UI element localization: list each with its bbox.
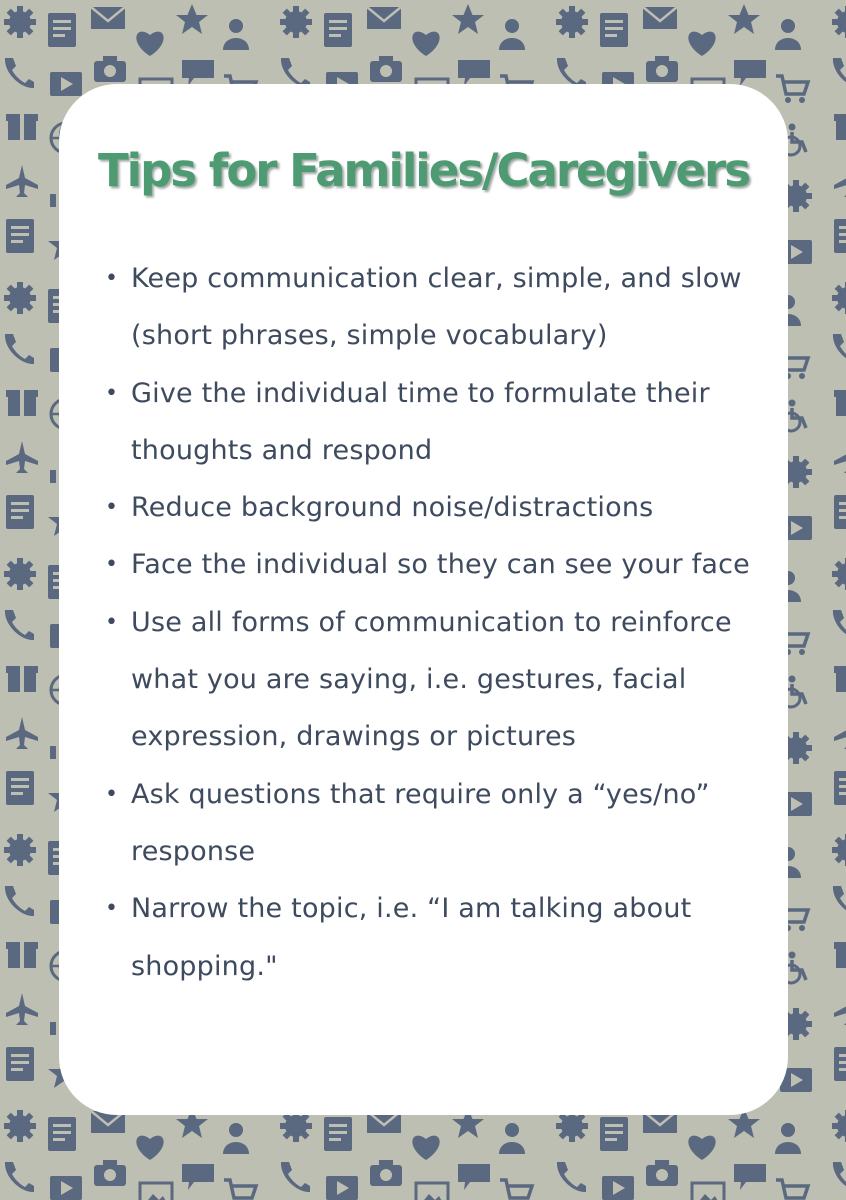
bullet-icon: • [105,552,119,578]
list-item [103,880,763,995]
bullet-icon: • [105,896,119,922]
list-item [103,766,763,881]
tip-text: Give the individual time to formulate their thoughts and respond [131,377,710,466]
list-item [103,536,763,593]
bullet-icon: • [105,380,119,406]
bullet-icon: • [105,609,119,635]
tip-text: Ask questions that require only a “yes/no” response [131,778,710,867]
bullet-icon: • [105,266,119,291]
tip-text: Use all forms of communication to reinforce what you are saying, i.e. gestures, facial expression, drawings or pictures [131,606,732,753]
bullet-icon: • [105,495,119,521]
list-item [103,479,763,536]
tip-text: Keep communication clear, simple, and slow (short phrases, simple vocabulary) [131,263,742,352]
list-item [103,250,763,365]
tip-text: Narrow the topic, i.e. “I am talking about shopping." [131,893,692,982]
tips-list [103,250,763,995]
tip-text: Reduce background noise/distractions [131,492,654,524]
page-title: Tips for Families/Caregivers [97,144,750,197]
list-item [103,365,763,480]
list-item [103,594,763,766]
bullet-icon: • [105,781,119,807]
title-container [59,0,788,240]
tip-text: Face the individual so they can see your face [131,549,750,581]
